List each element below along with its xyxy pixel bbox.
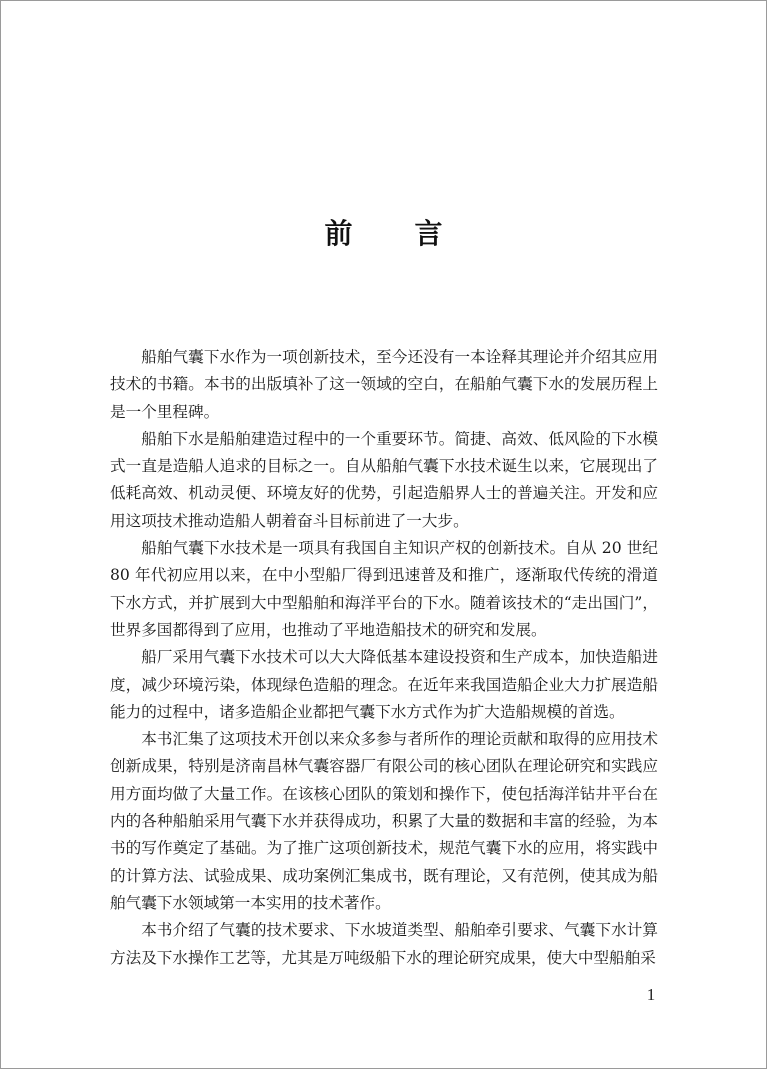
- paragraph: 船舶气囊下水作为一项创新技术，至今还没有一本诠释其理论并介绍其应用技术的书籍。本书的出版填补了这一领域的空白，在船舶气囊下水的发展历程上是一个里程碑。: [110, 348, 658, 421]
- paragraph: 本书汇集了这项技术开创以来众多参与者所作的理论贡献和取得的应用技术创新成果，特别是济南昌林气囊容器厂有限公司的核心团队在理论研究和实践应用方面均做了大量工作。在该核心团队的策划和操作下，使包括海洋钻井平台在内的各种船舶采用气囊下水并获得成功，积累了大量的数据和丰富的经验，为本书的写作奠定了基础。为了推广这项创新技术，规范气囊下水的应用，将实践中的计算方法、试验成果、成功案例汇集成书，既有理论，又有范例，使其成为船舶气囊下水领域第一本实用的技术著作。: [110, 730, 658, 912]
- paragraph: 本书介绍了气囊的技术要求、下水坡道类型、船舶牵引要求、气囊下水计算方法及下水操作工艺等，尤其是万吨级船下水的理论研究成果，使大中型船舶采: [110, 921, 658, 967]
- page-number: 1: [646, 985, 656, 1004]
- paragraph: 船舶下水是船舶建造过程中的一个重要环节。简捷、高效、低风险的下水模式一直是造船人追求的目标之一。自从船舶气囊下水技术诞生以来，它展现出了低耗高效、机动灵便、环境友好的优势，引起造船界人士的普遍关注。开发和应用这项技术推动造船人朝着奋斗目标前进了一大步。: [110, 429, 658, 530]
- paragraph: 船舶气囊下水技术是一项具有我国自主知识产权的创新技术。自从 20 世纪 80 年代初应用以来，在中小型船厂得到迅速普及和推广，逐渐取代传统的滑道下水方式，并扩展到大中型船舶和海洋平台的下水。随着该技术的“走出国门”，世界多国都得到了应用，也推动了平地造船技术的研究和发展。: [110, 539, 658, 639]
- preface-body: [110, 344, 658, 972]
- paragraph: 船厂采用气囊下水技术可以大大降低基本建设投资和生产成本，加快造船进度，减少环境污染，体现绿色造船的理念。在近年来我国造船企业大力扩展造船能力的过程中，诸多造船企业都把气囊下水方式作为扩大造船规模的首选。: [110, 648, 658, 721]
- page-title: 前言: [324, 217, 505, 250]
